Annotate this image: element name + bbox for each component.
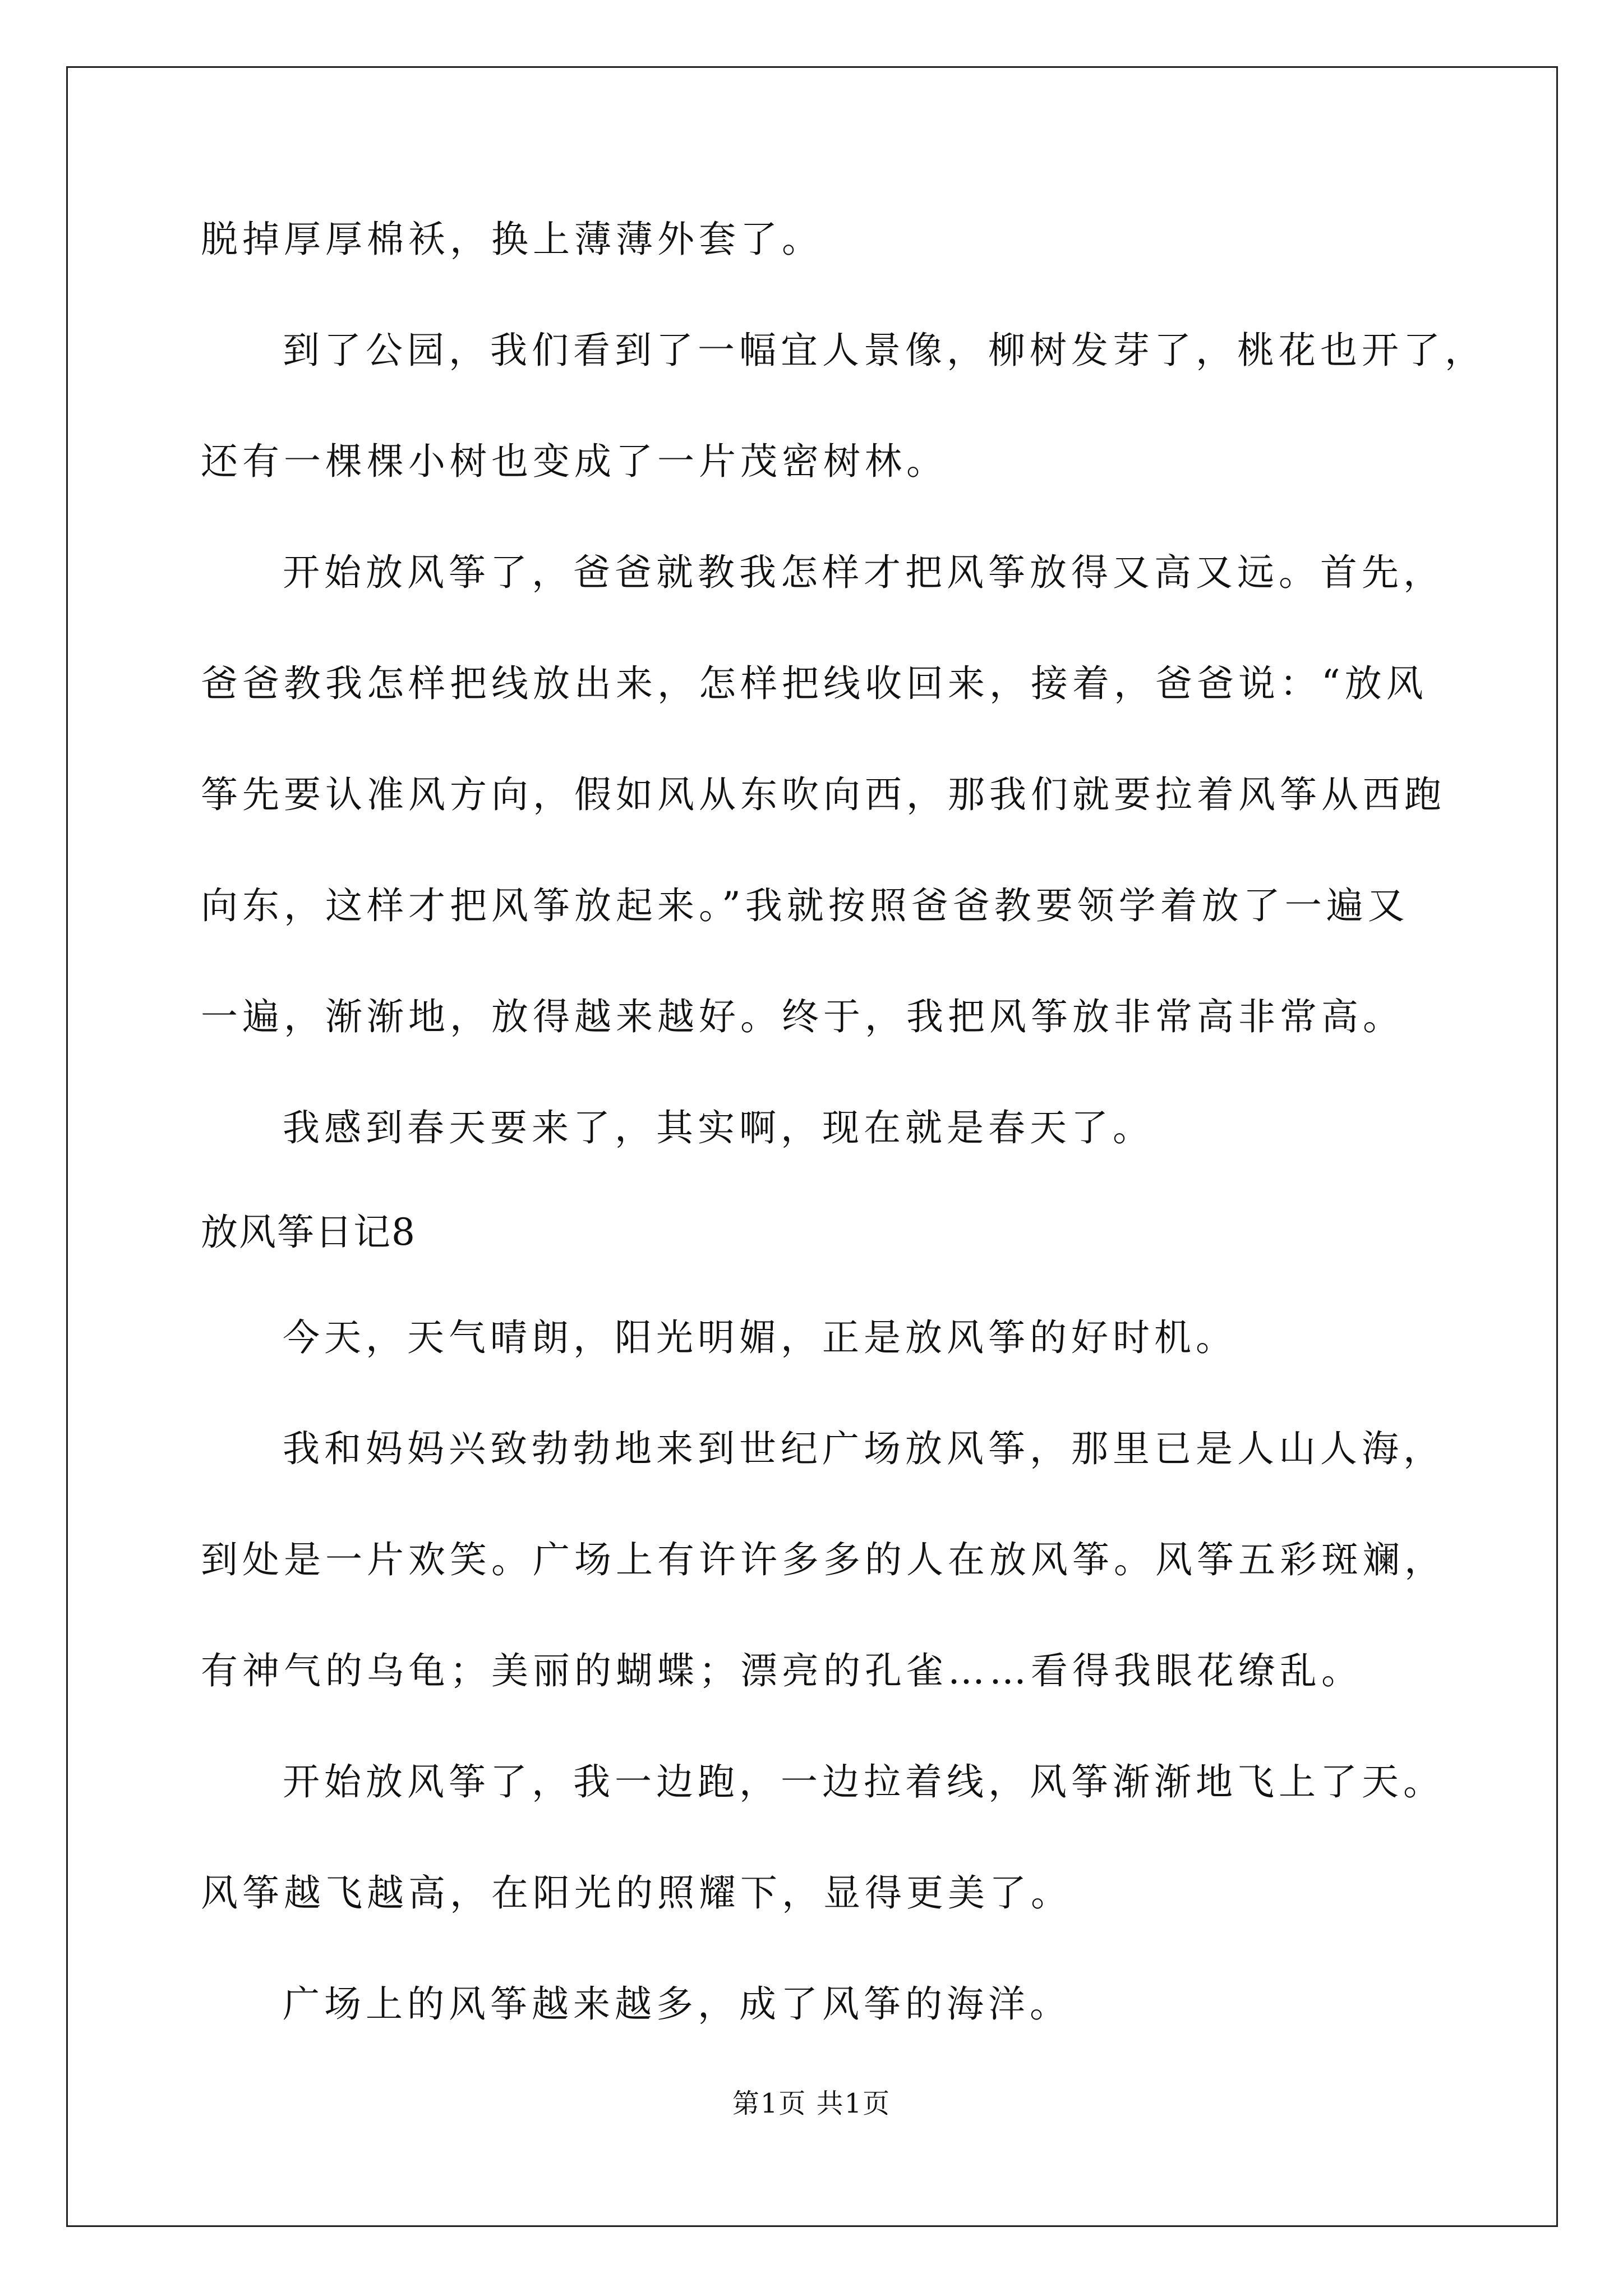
text-line: 到处是一片欢笑。广场上有许许多多的人在放风筝。风筝五彩斑斓， [201, 1538, 1446, 1581]
text-line: 一遍，渐渐地，放得越来越好。终于，我把风筝放非常高非常高。 [201, 995, 1404, 1038]
text-line: 风筝越飞越高，在阳光的照耀下，显得更美了。 [201, 1871, 1072, 1915]
paragraph-line: 开始放风筝了，爸爸就教我怎样才把风筝放得又高又远。首先， [283, 551, 1445, 594]
paragraph-line: 我和妈妈兴致勃勃地来到世纪广场放风筝，那里已是人山人海， [283, 1427, 1445, 1470]
text-line: 有神气的乌龟；美丽的蝴蝶；漂亮的孔雀……看得我眼花缭乱。 [201, 1649, 1363, 1692]
paragraph-line: 到了公园，我们看到了一幅宜人景像，柳树发芽了，桃花也开了， [283, 329, 1486, 372]
paragraph-line: 开始放风筝了，我一边跑，一边拉着线，风筝渐渐地飞上了天。 [283, 1760, 1445, 1803]
text-line: 向东，这样才把风筝放起来。”我就按照爸爸教要领学着放了一遍又 [201, 884, 1409, 927]
text-line: 筝先要认准风方向，假如风从东吹向西，那我们就要拉着风筝从西跑 [201, 773, 1446, 816]
section-heading: 放风筝日记8 [201, 1211, 416, 1254]
paragraph-line: 广场上的风筝越来越多，成了风筝的海洋。 [283, 1982, 1071, 2026]
page-footer: 第1页 共1页 [732, 2088, 891, 2119]
paragraph-line: 我感到春天要来了，其实啊，现在就是春天了。 [283, 1106, 1154, 1149]
text-line: 爸爸教我怎样把线放出来，怎样把线收回来，接着，爸爸说：“放风 [201, 662, 1428, 705]
text-line: 脱掉厚厚棉袄，换上薄薄外套了。 [201, 218, 823, 261]
paragraph-line: 今天，天气晴朗，阳光明媚，正是放风筝的好时机。 [283, 1316, 1237, 1359]
text-line: 还有一棵棵小树也变成了一片茂密树林。 [201, 440, 948, 483]
